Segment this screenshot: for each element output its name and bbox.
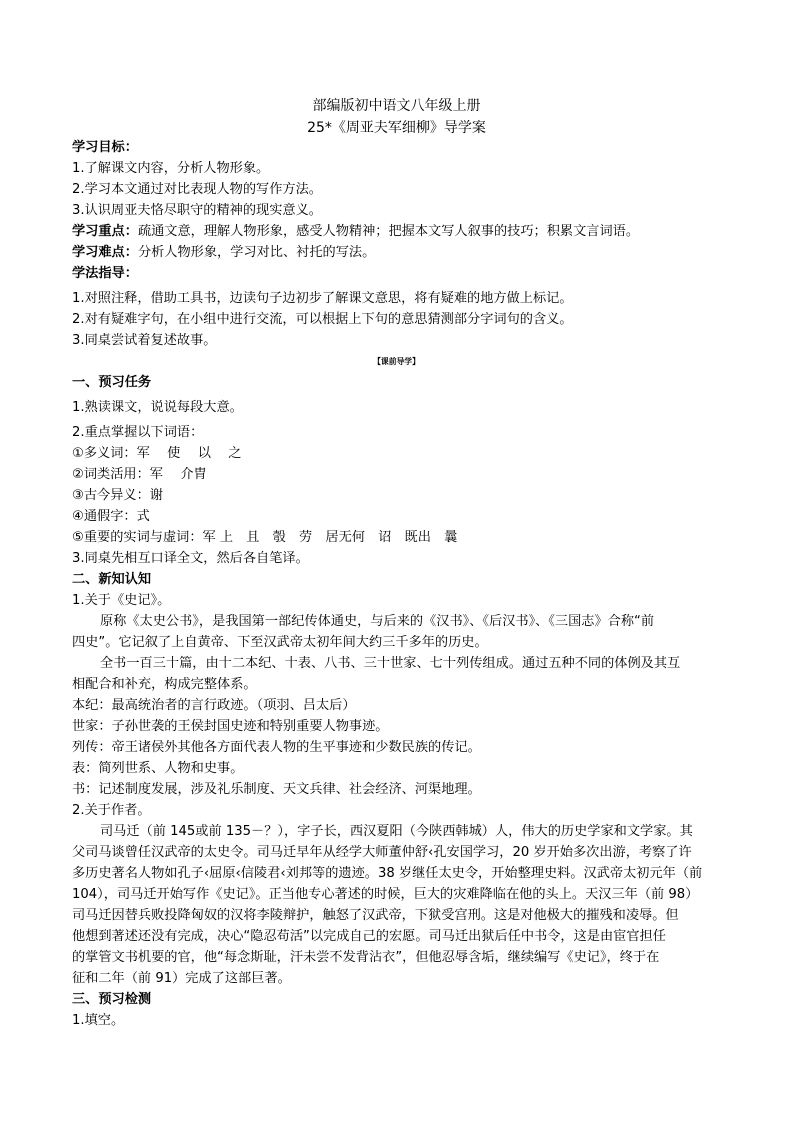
difficulty-line xyxy=(72,243,375,263)
vocab-item: ③古今异义：谢 xyxy=(72,488,163,503)
paragraph-line: 四史”。它记叙了上自黄帝、下至汉武帝太初年间大约三千多年的历史。 xyxy=(72,635,488,650)
document-subtitle: 25*《周亚夫军细柳》导学案 xyxy=(307,120,486,136)
definition-line: 书：记述制度发展，涉及礼乐制度、天文兵律、社会经济、河渠地理。 xyxy=(72,782,481,797)
paragraph-line: 相配合和补充，构成完整体系。 xyxy=(72,677,257,692)
definition-line: 表：简列世系、人物和史事。 xyxy=(72,761,244,776)
document-title: 部编版初中语文八年级上册 xyxy=(312,98,481,114)
vocab-item: ②词类活用：军 介胄 xyxy=(72,467,207,482)
definition-line: 本纪：最高统治者的言行政迹。（项羽、吕太后） xyxy=(72,698,356,713)
paragraph-line: 多历史著名人物如孔子‹屈原‹信陵君‹刘邦等的遗迹。38 岁继任太史令，开始整理史料。汉武帝太初元年（前 xyxy=(72,866,703,881)
preclass-heading: 【课前导学】 xyxy=(373,357,420,366)
paragraph-line: 父司马谈曾任汉武帝的太史令。司马迁早年从经学大师董仲舒‹孔安国学习，20 岁开始多次出游，考察了许 xyxy=(72,845,692,860)
paragraph-line: 104），司马迁开始写作《史记》。正当他专心著述的时候，巨大的灾难降临在他的头上。天汉三年（前 98） xyxy=(72,887,699,902)
vocab-item: ⑤重要的实词与虚词：军 上 且 彀 劳 居无何 诏 既出 曩 xyxy=(72,530,458,545)
paragraph-line: 他想到著述还没有完成，决心“隐忍苟活”以完成自己的宏愿。司马迁出狱后任中书令，这是由宦官担任 xyxy=(72,929,666,944)
goal-item: 1.了解课文内容，分析人物形象。 xyxy=(72,161,270,176)
section-heading-preview: 一、预习任务 xyxy=(72,375,152,390)
focus-line xyxy=(72,222,639,242)
section-heading-check: 三、预习检测 xyxy=(72,992,152,1007)
method-item: 3.同桌尝试着复述故事。 xyxy=(72,333,217,348)
knowledge-item: 1.关于《史记》。 xyxy=(72,593,171,608)
definition-line: 世家：子孙世袭的王侯封国史迹和特别重要人物事迹。 xyxy=(72,719,389,734)
vocab-item: ④通假字：式 xyxy=(72,509,150,524)
focus-label: 学习重点： xyxy=(72,224,138,239)
knowledge-item: 2.关于作者。 xyxy=(72,803,151,818)
goal-item: 2.学习本文通过对比表现人物的写作方法。 xyxy=(72,182,322,197)
section-heading-new-knowledge: 二、新知认知 xyxy=(72,572,152,587)
paragraph-line: 全书一百三十篇，由十二本纪、十表、八书、三十世家、七十列传组成。通过五种不同的体例及其互 xyxy=(100,656,681,671)
method-item: 2.对有疑难字句，在小组中进行交流，可以根据上下句的意思猜测部分字词句的含义。 xyxy=(72,312,573,327)
focus-text: 疏通文意，理解人物形象，感受人物精神；把握本文写人叙事的技巧；积累文言词语。 xyxy=(137,224,640,239)
difficulty-label: 学习难点： xyxy=(72,245,138,260)
preview-item: 2.重点掌握以下词语： xyxy=(72,425,204,440)
paragraph-line: 的掌管文书机要的官，他“每念斯耻，汗未尝不发背沾衣”，但他忍辱含垢，继续编写《史记》，终于在 xyxy=(72,950,660,965)
paragraph-line: 原称《太史公书》，是我国第一部纪传体通史，与后来的《汉书》、《后汉书》、《三国志》合称“前 xyxy=(100,614,655,629)
definition-line: 列传：帝王诸侯外其他各方面代表人物的生平事迹和少数民族的传记。 xyxy=(72,740,481,755)
method-heading: 学法指导： xyxy=(72,266,138,281)
paragraph-line: 征和二年（前 91）完成了这部巨著。 xyxy=(72,971,291,986)
difficulty-text: 分析人物形象，学习对比、衬托的写法。 xyxy=(137,245,376,260)
vocab-item: ①多义词：军 使 以 之 xyxy=(72,446,242,461)
preview-item: 1.熟读课文，说说每段大意。 xyxy=(72,400,243,415)
paragraph-line: 司马迁（前 145或前 135－？），字子长，西汉夏阳（今陕西韩城）人，伟大的历史学家和文学家。其 xyxy=(100,824,693,839)
method-item: 1.对照注释，借助工具书，边读句子边初步了解课文意思，将有疑难的地方做上标记。 xyxy=(72,291,573,306)
check-item: 1.填空。 xyxy=(72,1013,125,1028)
preview-item: 3.同桌先相互口译全文，然后各自笔译。 xyxy=(72,551,309,566)
goal-item: 3.认识周亚夫恪尽职守的精神的现实意义。 xyxy=(72,203,322,218)
goals-heading: 学习目标： xyxy=(72,140,138,155)
paragraph-line: 司马迁因替兵败投降匈奴的汉将李陵辩护，触怒了汉武帝，下狱受宫刑。这是对他极大的摧残和凌辱。但 xyxy=(72,908,679,923)
